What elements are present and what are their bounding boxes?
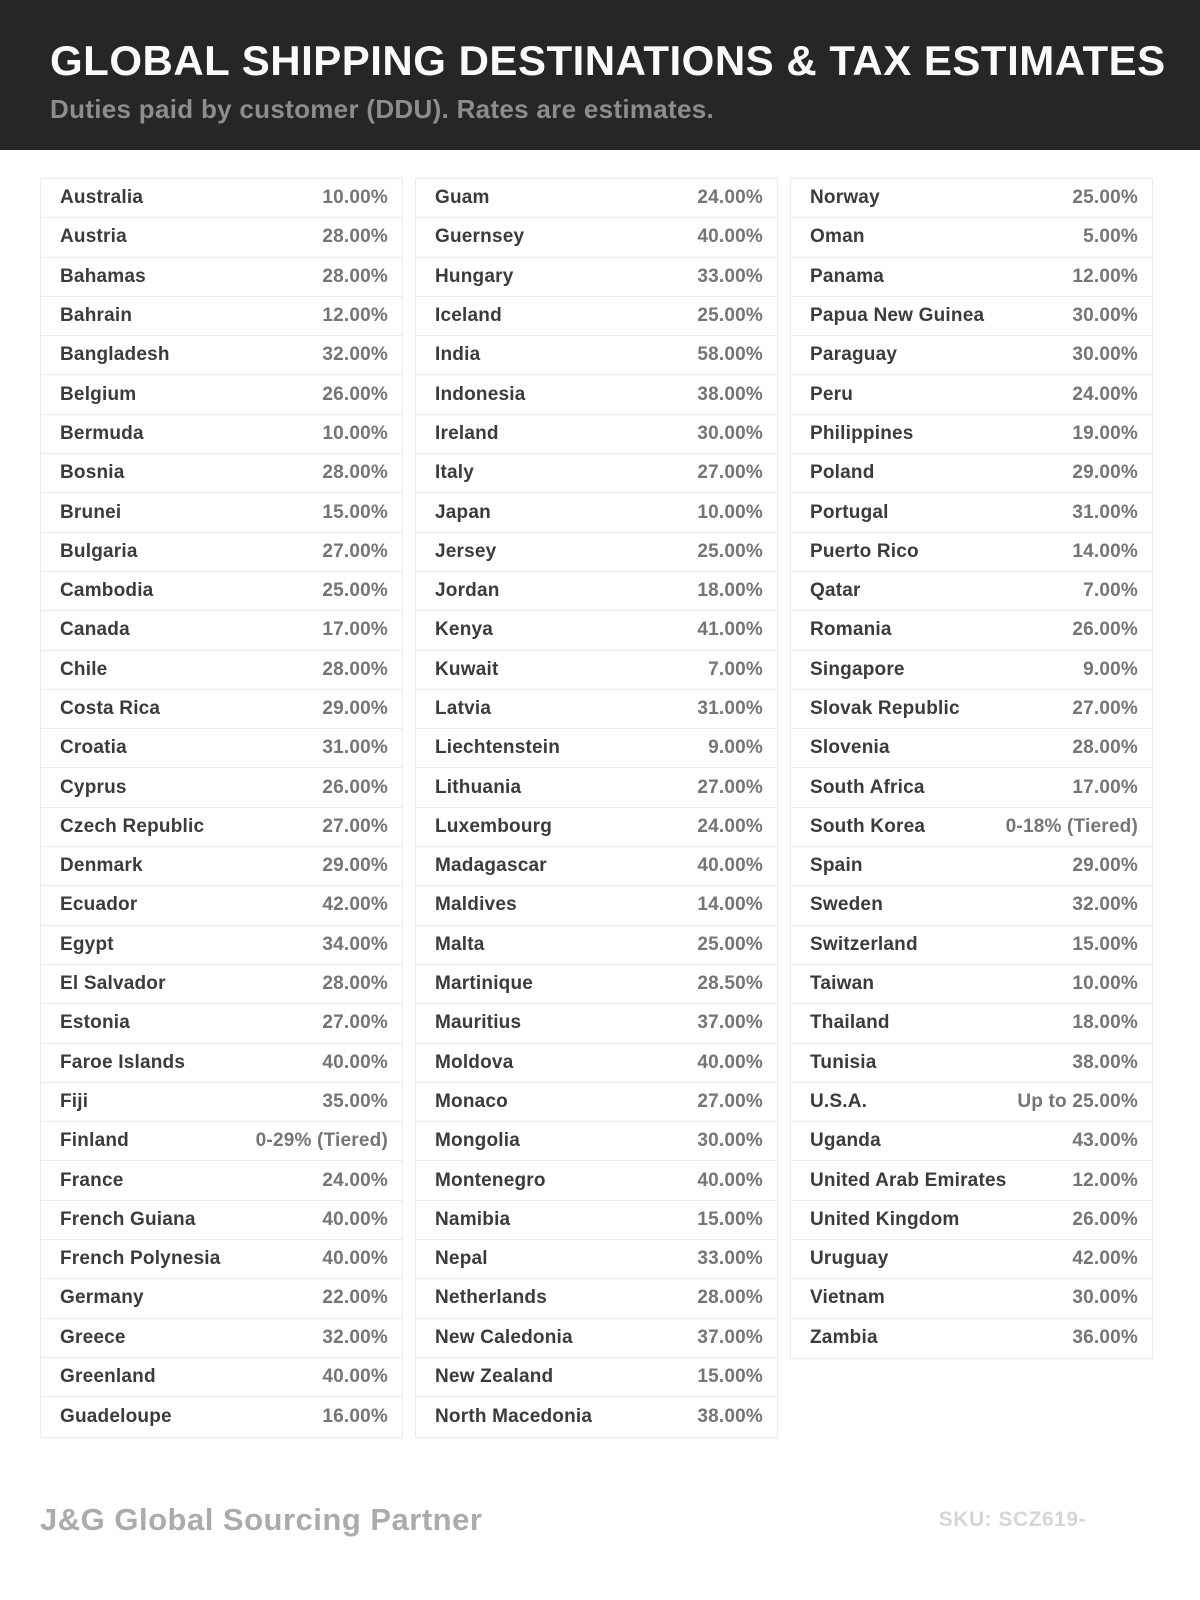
country-name: Zambia: [810, 1327, 878, 1349]
table-row: [791, 1004, 1152, 1043]
tax-rate: 26.00%: [322, 776, 388, 798]
table-row: [41, 1083, 402, 1122]
country-name: Guadeloupe: [60, 1405, 172, 1427]
country-name: Malta: [435, 933, 485, 955]
table-row: [416, 297, 777, 336]
table-row: [416, 886, 777, 925]
tax-rate: 41.00%: [697, 619, 763, 641]
table-row: [41, 1279, 402, 1318]
brand-name: J&G Global Sourcing Partner: [40, 1501, 483, 1537]
country-name: Spain: [810, 855, 863, 877]
tax-rate: 27.00%: [1072, 698, 1138, 719]
tax-rate: 24.00%: [322, 1169, 388, 1191]
tax-rate: 38.00%: [1072, 1051, 1138, 1073]
country-name: Austria: [60, 226, 127, 248]
table-row: [41, 415, 402, 454]
country-name: Bermuda: [60, 422, 144, 444]
tax-rate: 40.00%: [697, 855, 763, 877]
table-row: [791, 1044, 1152, 1083]
country-name: Belgium: [60, 383, 137, 405]
country-name: Guernsey: [435, 226, 525, 248]
country-name: Finland: [60, 1130, 129, 1152]
table-row: [41, 1004, 402, 1043]
tax-rate: 42.00%: [1072, 1248, 1138, 1270]
table-row: [416, 1358, 777, 1397]
table-row: [416, 690, 777, 729]
table-row: [416, 375, 777, 414]
tax-rate: 37.00%: [697, 1326, 763, 1348]
tax-rate: 27.00%: [697, 462, 763, 484]
tax-rate: 17.00%: [1072, 776, 1138, 798]
table-row: [416, 336, 777, 375]
table-row: [416, 611, 777, 650]
table-row: [791, 1240, 1152, 1279]
table-column-1: [40, 178, 403, 1438]
table-row: [41, 375, 402, 414]
table-row: [791, 297, 1152, 336]
tax-rate: 28.00%: [322, 226, 388, 248]
country-name: Mongolia: [435, 1130, 520, 1152]
country-name: Tunisia: [810, 1051, 877, 1073]
table-row: [416, 258, 777, 297]
country-name: Fiji: [60, 1090, 89, 1112]
country-name: Bahrain: [60, 305, 133, 327]
table-row: [41, 1319, 402, 1358]
tax-rate: 35.00%: [322, 1090, 388, 1112]
country-name: New Caledonia: [435, 1326, 573, 1348]
tax-rate: 27.00%: [322, 815, 388, 837]
table-row: [791, 218, 1152, 257]
table-row: [791, 847, 1152, 886]
tax-rate: 28.00%: [322, 462, 388, 484]
country-name: Peru: [810, 383, 854, 405]
tax-rate: 18.00%: [697, 580, 763, 602]
tax-rate: 40.00%: [697, 226, 763, 248]
tax-rate: 26.00%: [1072, 619, 1138, 641]
table-row: [791, 1122, 1152, 1161]
table-row: [416, 729, 777, 768]
tax-rate: 15.00%: [697, 1208, 763, 1230]
tax-rate: 17.00%: [322, 619, 388, 641]
tax-rate: 58.00%: [697, 344, 763, 366]
table-row: [41, 965, 402, 1004]
country-name: Switzerland: [810, 933, 918, 955]
table-row: [416, 454, 777, 493]
tax-rate: 12.00%: [1072, 265, 1138, 287]
table-row: [41, 179, 402, 218]
table-row: [791, 1279, 1152, 1318]
country-name: New Zealand: [435, 1366, 554, 1388]
country-name: Italy: [435, 462, 475, 484]
tax-rate: 30.00%: [1072, 1287, 1138, 1309]
tax-rate: 12.00%: [322, 305, 388, 327]
table-row: [41, 1201, 402, 1240]
tax-rate: 32.00%: [1072, 894, 1138, 916]
tax-rate: 27.00%: [697, 1090, 763, 1112]
table-row: [41, 297, 402, 336]
tax-rate: 26.00%: [1072, 1208, 1138, 1230]
table-row: [41, 1161, 402, 1200]
country-name: Norway: [810, 187, 880, 209]
table-row: [791, 611, 1152, 650]
country-name: Taiwan: [810, 973, 875, 995]
country-name: Cambodia: [60, 580, 154, 602]
page-subtitle: Duties paid by customer (DDU). Rates are estimates.: [50, 94, 715, 125]
country-name: Hungary: [435, 265, 514, 287]
table-row: [41, 1122, 402, 1161]
country-name: India: [435, 344, 481, 366]
country-name: Canada: [60, 619, 130, 641]
country-name: Greenland: [60, 1366, 156, 1388]
country-name: Philippines: [810, 422, 914, 444]
country-name: French Polynesia: [60, 1248, 221, 1270]
tax-rate: 28.00%: [697, 1287, 763, 1309]
country-name: Ireland: [435, 422, 499, 444]
tax-rate: 24.00%: [1072, 383, 1138, 405]
tax-rate: 12.00%: [1072, 1169, 1138, 1191]
country-name: Ecuador: [60, 894, 138, 916]
table-row: [416, 1083, 777, 1122]
table-row: [791, 1319, 1152, 1358]
table-row: [41, 768, 402, 807]
country-name: Australia: [60, 187, 144, 209]
tax-rate: 40.00%: [322, 1051, 388, 1073]
table-row: [791, 572, 1152, 611]
tax-rate: 27.00%: [697, 776, 763, 798]
page-header: [0, 0, 1200, 150]
tax-rate: Up to 25.00%: [1017, 1090, 1138, 1112]
tax-rate: 25.00%: [697, 933, 763, 955]
page-footer: [40, 1502, 1086, 1538]
country-name: Japan: [435, 501, 491, 523]
tax-rate: 14.00%: [697, 894, 763, 916]
tax-rate: 29.00%: [1072, 855, 1138, 877]
country-name: Bosnia: [60, 462, 125, 484]
table-row: [416, 218, 777, 257]
country-name: Brunei: [60, 501, 122, 523]
tax-rate: 42.00%: [322, 894, 388, 916]
table-row: [416, 1319, 777, 1358]
country-name: Jersey: [435, 540, 497, 562]
table-row: [791, 533, 1152, 572]
sku-label: SKU: SCZ619-: [938, 1507, 1086, 1531]
table-row: [41, 258, 402, 297]
tax-rate: 29.00%: [322, 698, 388, 719]
country-name: Vietnam: [810, 1287, 885, 1309]
country-name: Bulgaria: [60, 540, 138, 562]
tax-rate: 40.00%: [697, 1051, 763, 1073]
table-row: [41, 336, 402, 375]
tax-rate: 40.00%: [322, 1248, 388, 1270]
country-name: United Kingdom: [810, 1208, 960, 1230]
tax-rate: 25.00%: [1072, 187, 1138, 209]
country-name: South Africa: [810, 776, 925, 798]
table-row: [791, 926, 1152, 965]
table-row: [41, 1044, 402, 1083]
country-name: Thailand: [810, 1012, 890, 1034]
tax-rate: 27.00%: [322, 1012, 388, 1034]
country-name: Bangladesh: [60, 344, 170, 366]
table-row: [41, 690, 402, 729]
country-name: Singapore: [810, 658, 905, 680]
country-name: French Guiana: [60, 1208, 196, 1230]
country-name: Latvia: [435, 698, 492, 719]
tax-rate: 15.00%: [322, 501, 388, 523]
table-row: [416, 533, 777, 572]
table-row: [41, 808, 402, 847]
table-row: [41, 729, 402, 768]
table-row: [416, 493, 777, 532]
table-row: [41, 926, 402, 965]
country-name: Netherlands: [435, 1287, 548, 1309]
tax-rate: 28.00%: [322, 973, 388, 995]
country-name: Puerto Rico: [810, 540, 919, 562]
table-row: [416, 847, 777, 886]
country-name: Qatar: [810, 580, 861, 602]
table-row: [41, 651, 402, 690]
tax-rate: 25.00%: [322, 580, 388, 602]
country-name: Germany: [60, 1287, 144, 1309]
tax-rate: 30.00%: [697, 422, 763, 444]
country-name: Panama: [810, 265, 885, 287]
table-row: [791, 454, 1152, 493]
tax-rate: 25.00%: [697, 540, 763, 562]
tax-rate-table: [40, 178, 1153, 1438]
table-row: [416, 1044, 777, 1083]
tax-rate: 38.00%: [697, 1405, 763, 1427]
table-row: [791, 1083, 1152, 1122]
tax-rate: 40.00%: [322, 1366, 388, 1388]
tax-rate: 26.00%: [322, 383, 388, 405]
tax-rate: 31.00%: [1072, 501, 1138, 523]
country-name: El Salvador: [60, 973, 166, 995]
table-row: [791, 768, 1152, 807]
table-row: [416, 415, 777, 454]
tax-rate: 0-29% (Tiered): [255, 1130, 388, 1152]
table-row: [791, 1161, 1152, 1200]
table-row: [791, 493, 1152, 532]
country-name: Jordan: [435, 580, 500, 602]
country-name: Paraguay: [810, 344, 898, 366]
country-name: North Macedonia: [435, 1405, 593, 1427]
tax-rate: 18.00%: [1072, 1012, 1138, 1034]
table-row: [416, 768, 777, 807]
country-name: Monaco: [435, 1090, 508, 1112]
country-name: Mauritius: [435, 1012, 522, 1034]
tax-rate: 29.00%: [1072, 462, 1138, 484]
table-row: [41, 611, 402, 650]
tax-rate: 40.00%: [697, 1169, 763, 1191]
tax-rate: 31.00%: [322, 737, 388, 759]
country-name: Montenegro: [435, 1169, 546, 1191]
table-row: [41, 572, 402, 611]
tax-rate: 10.00%: [1072, 973, 1138, 995]
tax-rate: 37.00%: [697, 1012, 763, 1034]
table-row: [791, 179, 1152, 218]
country-name: Slovenia: [810, 737, 890, 759]
country-name: Indonesia: [435, 383, 526, 405]
country-name: France: [60, 1169, 124, 1191]
country-name: Lithuania: [435, 776, 522, 798]
table-row: [416, 1161, 777, 1200]
table-row: [791, 729, 1152, 768]
table-row: [791, 886, 1152, 925]
country-name: Czech Republic: [60, 815, 205, 837]
table-row: [791, 415, 1152, 454]
table-row: [791, 965, 1152, 1004]
table-row: [416, 1004, 777, 1043]
tax-rate: 19.00%: [1072, 422, 1138, 444]
page-title: GLOBAL SHIPPING DESTINATIONS & TAX ESTIMATES: [50, 37, 1166, 84]
country-name: Cyprus: [60, 776, 127, 798]
country-name: Uruguay: [810, 1248, 889, 1270]
tax-rate: 9.00%: [1083, 658, 1138, 680]
country-name: Sweden: [810, 894, 883, 916]
tax-rate: 30.00%: [697, 1130, 763, 1152]
tax-rate: 9.00%: [708, 737, 763, 759]
table-column-2: [415, 178, 778, 1438]
tax-rate: 7.00%: [708, 658, 763, 680]
table-row: [416, 572, 777, 611]
country-name: Greece: [60, 1326, 126, 1348]
table-row: [416, 1279, 777, 1318]
table-row: [41, 218, 402, 257]
tax-rate: 16.00%: [322, 1405, 388, 1427]
tax-rate: 25.00%: [697, 305, 763, 327]
table-row: [41, 533, 402, 572]
tax-rate: 43.00%: [1072, 1130, 1138, 1152]
table-row: [791, 258, 1152, 297]
table-row: [791, 651, 1152, 690]
table-row: [416, 926, 777, 965]
table-row: [41, 1358, 402, 1397]
country-name: Croatia: [60, 737, 127, 759]
country-name: Uganda: [810, 1130, 881, 1152]
table-row: [416, 651, 777, 690]
table-row: [416, 1122, 777, 1161]
country-name: Papua New Guinea: [810, 305, 985, 327]
country-name: Slovak Republic: [810, 698, 960, 719]
country-name: Romania: [810, 619, 892, 641]
tax-rate: 5.00%: [1083, 226, 1138, 248]
country-name: Kuwait: [435, 658, 499, 680]
table-row: [791, 336, 1152, 375]
tax-rate: 27.00%: [322, 540, 388, 562]
tax-rate: 24.00%: [697, 815, 763, 837]
country-name: Estonia: [60, 1012, 131, 1034]
table-row: [41, 847, 402, 886]
country-name: Faroe Islands: [60, 1051, 186, 1073]
country-name: Martinique: [435, 973, 534, 995]
table-row: [416, 1240, 777, 1279]
tax-rate: 28.00%: [322, 658, 388, 680]
country-name: Bahamas: [60, 265, 146, 287]
tax-rate: 0-18% (Tiered): [1005, 815, 1138, 837]
tax-rate: 15.00%: [697, 1366, 763, 1388]
tax-rate: 30.00%: [1072, 344, 1138, 366]
country-name: South Korea: [810, 815, 926, 837]
country-name: United Arab Emirates: [810, 1169, 1007, 1191]
tax-rate: 10.00%: [322, 187, 388, 209]
tax-rate: 32.00%: [322, 1326, 388, 1348]
tax-rate: 33.00%: [697, 265, 763, 287]
table-row: [791, 690, 1152, 729]
country-name: Guam: [435, 187, 490, 209]
tax-rate: 10.00%: [697, 501, 763, 523]
tax-rate: 33.00%: [697, 1248, 763, 1270]
country-name: Madagascar: [435, 855, 547, 877]
country-name: Chile: [60, 658, 108, 680]
tax-rate: 29.00%: [322, 855, 388, 877]
tax-rate: 32.00%: [322, 344, 388, 366]
country-name: Kenya: [435, 619, 494, 641]
table-row: [416, 808, 777, 847]
tax-rate: 22.00%: [322, 1287, 388, 1309]
table-row: [416, 179, 777, 218]
tax-rate: 15.00%: [1072, 933, 1138, 955]
tax-rate: 38.00%: [697, 383, 763, 405]
country-name: Moldova: [435, 1051, 514, 1073]
table-row: [416, 1397, 777, 1436]
table-row: [416, 965, 777, 1004]
tax-rate: 28.50%: [697, 973, 763, 995]
table-row: [416, 1201, 777, 1240]
table-row: [41, 1397, 402, 1436]
country-name: Iceland: [435, 305, 502, 327]
country-name: Liechtenstein: [435, 737, 561, 759]
tax-rate: 14.00%: [1072, 540, 1138, 562]
table-row: [791, 808, 1152, 847]
tax-rate: 40.00%: [322, 1208, 388, 1230]
table-row: [791, 375, 1152, 414]
country-name: Namibia: [435, 1208, 511, 1230]
country-name: Egypt: [60, 933, 114, 955]
tax-rate: 7.00%: [1083, 580, 1138, 602]
country-name: Maldives: [435, 894, 517, 916]
tax-rate: 30.00%: [1072, 305, 1138, 327]
tax-rate: 34.00%: [322, 933, 388, 955]
table-row: [41, 1240, 402, 1279]
table-row: [791, 1201, 1152, 1240]
country-name: Poland: [810, 462, 875, 484]
country-name: Portugal: [810, 501, 889, 523]
country-name: Denmark: [60, 855, 143, 877]
tax-rate: 24.00%: [697, 187, 763, 209]
country-name: Luxembourg: [435, 815, 553, 837]
country-name: Costa Rica: [60, 698, 161, 719]
tax-rate: 31.00%: [697, 698, 763, 719]
country-name: Oman: [810, 226, 865, 248]
country-name: Nepal: [435, 1248, 488, 1270]
table-row: [41, 493, 402, 532]
table-row: [41, 886, 402, 925]
tax-rate: 28.00%: [1072, 737, 1138, 759]
tax-rate: 10.00%: [322, 422, 388, 444]
tax-rate: 28.00%: [322, 265, 388, 287]
table-row: [41, 454, 402, 493]
table-column-3: [790, 178, 1153, 1359]
country-name: U.S.A.: [810, 1090, 868, 1112]
tax-rate: 36.00%: [1072, 1327, 1138, 1349]
